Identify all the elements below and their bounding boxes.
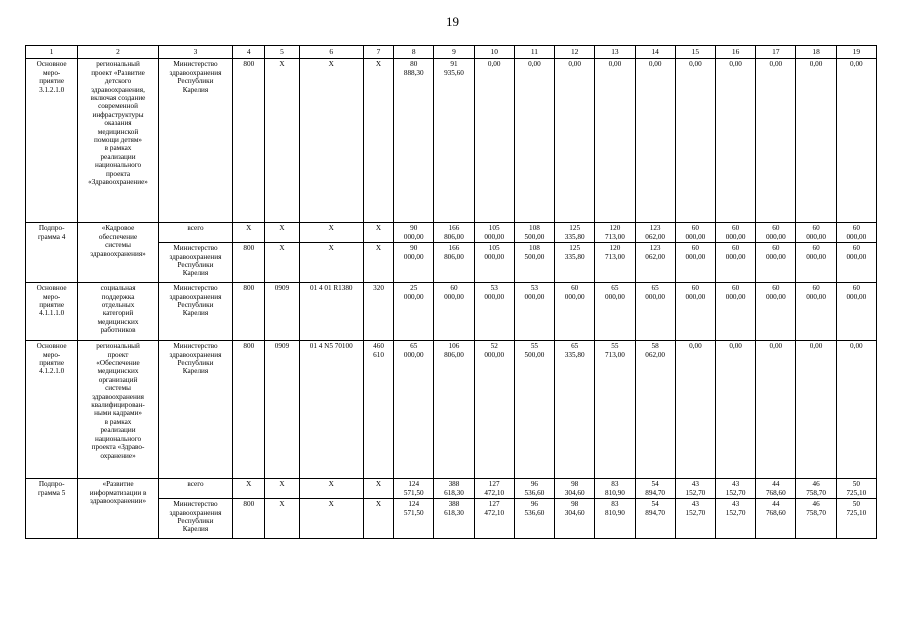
year-value: 60 000,00	[796, 223, 836, 243]
header-cell: 11	[514, 46, 554, 59]
activity-name: «Кадровое обеспечение системы здравоохранения»	[78, 223, 158, 283]
table-row	[26, 59, 877, 223]
year-value: 127 472,10	[474, 499, 514, 539]
year-value: 60 000,00	[756, 283, 796, 341]
header-cell: 13	[595, 46, 635, 59]
table-row	[26, 479, 877, 499]
year-value: 0,00	[675, 341, 715, 479]
year-value: 60 000,00	[715, 223, 755, 243]
year-value: 60 000,00	[715, 243, 755, 283]
year-value: 44 768,60	[756, 499, 796, 539]
section-code: 0909	[265, 283, 299, 341]
year-value: 105 000,00	[474, 243, 514, 283]
year-value: 124 571,50	[394, 499, 434, 539]
header-cell: 2	[78, 46, 158, 59]
section-code: Х	[265, 499, 299, 539]
target-article: 01 4 N5 70100	[299, 341, 363, 479]
year-value: 125 335,80	[555, 223, 595, 243]
year-value: 96 536,60	[514, 479, 554, 499]
year-value: 98 304,60	[555, 499, 595, 539]
section-code: Х	[265, 223, 299, 243]
year-value: 388 618,30	[434, 479, 474, 499]
year-value: 65 335,80	[555, 341, 595, 479]
year-value: 0,00	[796, 341, 836, 479]
grbs-code: 800	[233, 499, 265, 539]
target-article: Х	[299, 499, 363, 539]
page-number: 19	[446, 14, 459, 29]
year-value: 60 000,00	[796, 283, 836, 341]
year-value: 0,00	[555, 59, 595, 223]
header-cell: 6	[299, 46, 363, 59]
header-cell: 3	[158, 46, 232, 59]
year-value: 0,00	[715, 341, 755, 479]
year-value: 123 062,00	[635, 223, 675, 243]
year-value: 50 725,10	[836, 499, 876, 539]
year-value: 43 152,70	[675, 479, 715, 499]
activity-code: Подпро- грамма 4	[26, 223, 78, 283]
year-value: 0,00	[836, 59, 876, 223]
year-value: 0,00	[675, 59, 715, 223]
year-value: 0,00	[474, 59, 514, 223]
year-value: 125 335,80	[555, 243, 595, 283]
year-value: 55 713,00	[595, 341, 635, 479]
expense-type: Х	[363, 243, 393, 283]
year-value: 60 000,00	[675, 223, 715, 243]
year-value: 50 725,10	[836, 479, 876, 499]
executor: Министерство здравоохранения Республики Карелия	[158, 59, 232, 223]
grbs-code: Х	[233, 479, 265, 499]
year-value: 60 000,00	[796, 243, 836, 283]
expense-type: Х	[363, 223, 393, 243]
year-value: 25 000,00	[394, 283, 434, 341]
section-code: Х	[265, 243, 299, 283]
year-value: 96 536,60	[514, 499, 554, 539]
year-value: 124 571,50	[394, 479, 434, 499]
activity-code: Подпро- грамма 5	[26, 479, 78, 539]
year-value: 0,00	[756, 341, 796, 479]
expense-type: 460 610	[363, 341, 393, 479]
year-value: 60 000,00	[715, 283, 755, 341]
year-value: 80 888,30	[394, 59, 434, 223]
year-value: 43 152,70	[715, 479, 755, 499]
table-row	[26, 223, 877, 243]
header-cell: 19	[836, 46, 876, 59]
header-cell: 8	[394, 46, 434, 59]
year-value: 0,00	[514, 59, 554, 223]
section-code: Х	[265, 479, 299, 499]
header-cell: 1	[26, 46, 78, 59]
grbs-code: 800	[233, 243, 265, 283]
year-value: 60 000,00	[756, 223, 796, 243]
year-value: 0,00	[796, 59, 836, 223]
year-value: 127 472,10	[474, 479, 514, 499]
year-value: 120 713,00	[595, 243, 635, 283]
year-value: 53 000,00	[514, 283, 554, 341]
year-value: 44 768,60	[756, 479, 796, 499]
year-value: 60 000,00	[836, 243, 876, 283]
year-value: 83 810,90	[595, 499, 635, 539]
year-value: 166 806,00	[434, 223, 474, 243]
header-cell: 12	[555, 46, 595, 59]
year-value: 83 810,90	[595, 479, 635, 499]
table-row	[26, 283, 877, 341]
grbs-code: 800	[233, 341, 265, 479]
year-value: 52 000,00	[474, 341, 514, 479]
expense-type: Х	[363, 479, 393, 499]
executor: Министерство здравоохранения Республики Карелия	[158, 283, 232, 341]
year-value: 60 000,00	[756, 243, 796, 283]
year-value: 98 304,60	[555, 479, 595, 499]
target-article: Х	[299, 223, 363, 243]
year-value: 60 000,00	[434, 283, 474, 341]
year-value: 0,00	[595, 59, 635, 223]
year-value: 106 806,00	[434, 341, 474, 479]
activity-code: Основное меро- приятие 4.1.1.1.0	[26, 283, 78, 341]
year-value: 60 000,00	[555, 283, 595, 341]
expense-type: 320	[363, 283, 393, 341]
activity-name: «Развитие информатизации в здравоохранении»	[78, 479, 158, 539]
grbs-code: 800	[233, 59, 265, 223]
header-cell: 5	[265, 46, 299, 59]
year-value: 65 000,00	[635, 283, 675, 341]
year-value: 166 806,00	[434, 243, 474, 283]
header-cell: 16	[715, 46, 755, 59]
activity-code: Основное меро- приятие 4.1.2.1.0	[26, 341, 78, 479]
header-cell: 7	[363, 46, 393, 59]
year-value: 388 618,30	[434, 499, 474, 539]
expense-type: Х	[363, 59, 393, 223]
activity-name: региональный проект «Развитие детского здравоохранения, включая создание современной инфраструктуры оказания медицинской помощи детям» в рамках реализации национального проекта «Здравоохранение»	[78, 59, 158, 223]
year-value: 53 000,00	[474, 283, 514, 341]
header-cell: 14	[635, 46, 675, 59]
header-cell: 17	[756, 46, 796, 59]
section-code: 0909	[265, 341, 299, 479]
header-cell: 18	[796, 46, 836, 59]
year-value: 46 758,70	[796, 479, 836, 499]
year-value: 90 000,00	[394, 243, 434, 283]
year-value: 43 152,70	[715, 499, 755, 539]
year-value: 105 000,00	[474, 223, 514, 243]
header-cell: 4	[233, 46, 265, 59]
year-value: 0,00	[756, 59, 796, 223]
executor: Министерство здравоохранения Республики Карелия	[158, 341, 232, 479]
year-value: 123 062,00	[635, 243, 675, 283]
header-cell: 10	[474, 46, 514, 59]
target-article: Х	[299, 59, 363, 223]
year-value: 58 062,00	[635, 341, 675, 479]
activity-name: социальная поддержка отдельных категорий медицинских работников	[78, 283, 158, 341]
grbs-code: Х	[233, 223, 265, 243]
year-value: 0,00	[836, 341, 876, 479]
executor: всего	[158, 479, 232, 499]
year-value: 60 000,00	[675, 243, 715, 283]
activity-code: Основное меро- приятие 3.1.2.1.0	[26, 59, 78, 223]
header-cell: 15	[675, 46, 715, 59]
executor: Министерство здравоохранения Республики Карелия	[158, 499, 232, 539]
year-value: 60 000,00	[675, 283, 715, 341]
budget-table	[25, 45, 877, 539]
year-value: 54 894,70	[635, 479, 675, 499]
year-value: 54 894,70	[635, 499, 675, 539]
year-value: 60 000,00	[836, 223, 876, 243]
target-article: Х	[299, 479, 363, 499]
year-value: 60 000,00	[836, 283, 876, 341]
grbs-code: 800	[233, 283, 265, 341]
year-value: 0,00	[635, 59, 675, 223]
year-value: 65 000,00	[595, 283, 635, 341]
year-value: 120 713,00	[595, 223, 635, 243]
year-value: 65 000,00	[394, 341, 434, 479]
year-value: 90 000,00	[394, 223, 434, 243]
year-value: 46 758,70	[796, 499, 836, 539]
year-value: 0,00	[715, 59, 755, 223]
activity-name: региональный проект «Обеспечение медицинских организаций системы здравоохранения квалифицирован- ными кадрами» в рамках реализации национального проекта «Здраво- охранение»	[78, 341, 158, 479]
executor: всего	[158, 223, 232, 243]
section-code: Х	[265, 59, 299, 223]
year-value: 43 152,70	[675, 499, 715, 539]
expense-type: Х	[363, 499, 393, 539]
year-value: 108 500,00	[514, 223, 554, 243]
header-cell: 9	[434, 46, 474, 59]
year-value: 108 500,00	[514, 243, 554, 283]
table-row	[26, 341, 877, 479]
target-article: Х	[299, 243, 363, 283]
target-article: 01 4 01 R1380	[299, 283, 363, 341]
executor: Министерство здравоохранения Республики Карелия	[158, 243, 232, 283]
header-row	[26, 46, 877, 59]
year-value: 91 935,60	[434, 59, 474, 223]
year-value: 55 500,00	[514, 341, 554, 479]
